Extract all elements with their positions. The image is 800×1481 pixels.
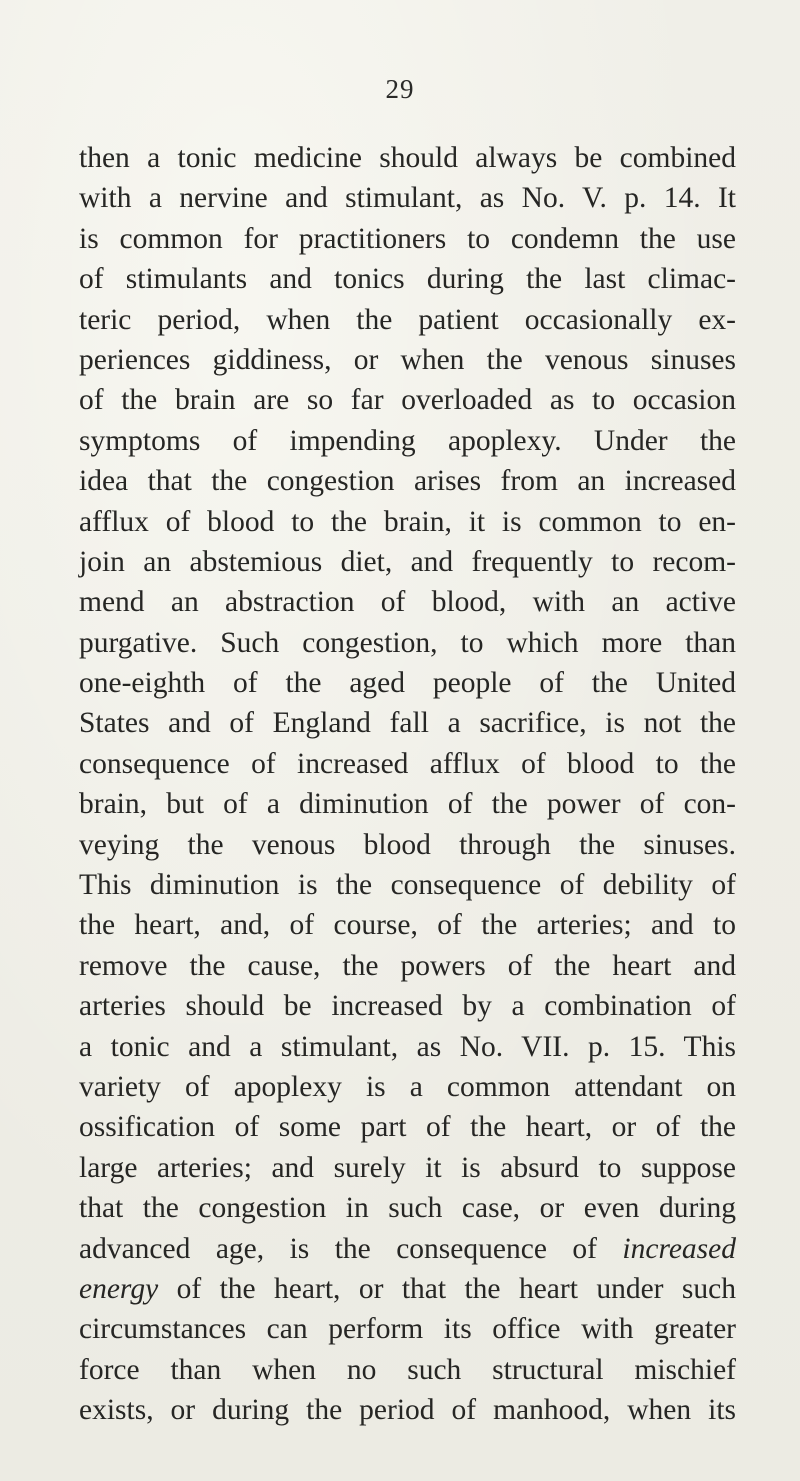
- text-line: a tonic and a stimulant, as No. VII. p. 15. This: [79, 1030, 736, 1063]
- text-line: variety of apoplexy is a common attendant on: [79, 1070, 736, 1103]
- text-line: symptoms of impending apoplexy. Under the: [79, 424, 736, 457]
- text-line: ossification of some part of the heart, or of the: [79, 1111, 736, 1144]
- text-line: of the brain are so far overloaded as to occasion: [79, 384, 736, 417]
- text-line: [79, 1269, 736, 1309]
- text-line: that the congestion in such case, or even during: [79, 1192, 736, 1225]
- text-line: veying the venous blood through the sinuses.: [79, 828, 736, 861]
- text-line: arteries should be increased by a combination of: [79, 990, 736, 1023]
- text-line: This diminution is the consequence of debility of: [79, 869, 736, 902]
- text-line: periences giddiness, or when the venous sinuses: [79, 343, 736, 376]
- emphasis-text: increased: [622, 1232, 736, 1265]
- text-line: purgative. Such congestion, to which more than: [79, 626, 736, 659]
- text-line: join an abstemious diet, and frequently to recom-: [79, 545, 736, 578]
- text-line: exists, or during the period of manhood, when its: [79, 1394, 736, 1427]
- text-line: States and of England fall a sacrifice, is not the: [79, 707, 736, 740]
- text-line: consequence of increased afflux of blood to the: [79, 747, 736, 780]
- text-line: afflux of blood to the brain, it is common to en-: [79, 505, 736, 538]
- text-line-segment: advanced age, is the consequence of: [79, 1232, 623, 1265]
- text-line: of stimulants and tonics during the last climac-: [79, 263, 736, 296]
- emphasis-text: energy: [79, 1272, 159, 1305]
- text-line: then a tonic medicine should always be combined: [79, 142, 736, 174]
- text-line: mend an abstraction of blood, with an active: [79, 586, 736, 619]
- text-line: remove the cause, the powers of the heart and: [79, 949, 736, 982]
- text-line: with a nervine and stimulant, as No. V. p. 14. It: [79, 182, 736, 215]
- text-line: idea that the congestion arises from an increased: [79, 465, 736, 498]
- text-line: force than when no such structural mischief: [79, 1353, 736, 1386]
- text-line: one-eighth of the aged people of the United: [79, 667, 736, 700]
- text-line: brain, but of a diminution of the power of con-: [79, 788, 736, 821]
- text-line: large arteries; and surely it is absurd to suppose: [79, 1151, 736, 1184]
- page-number: 29: [385, 74, 415, 104]
- text-line: [79, 1229, 736, 1269]
- text-line: circumstances can perform its office with greater: [79, 1313, 736, 1346]
- text-line: the heart, and, of course, of the arteries; and to: [79, 909, 736, 942]
- text-line: teric period, when the patient occasionally ex-: [79, 303, 736, 336]
- text-line: is common for practitioners to condemn the use: [79, 222, 736, 255]
- text-line-segment: of the heart, or that the heart under such: [158, 1272, 736, 1305]
- body-text: [79, 138, 736, 1431]
